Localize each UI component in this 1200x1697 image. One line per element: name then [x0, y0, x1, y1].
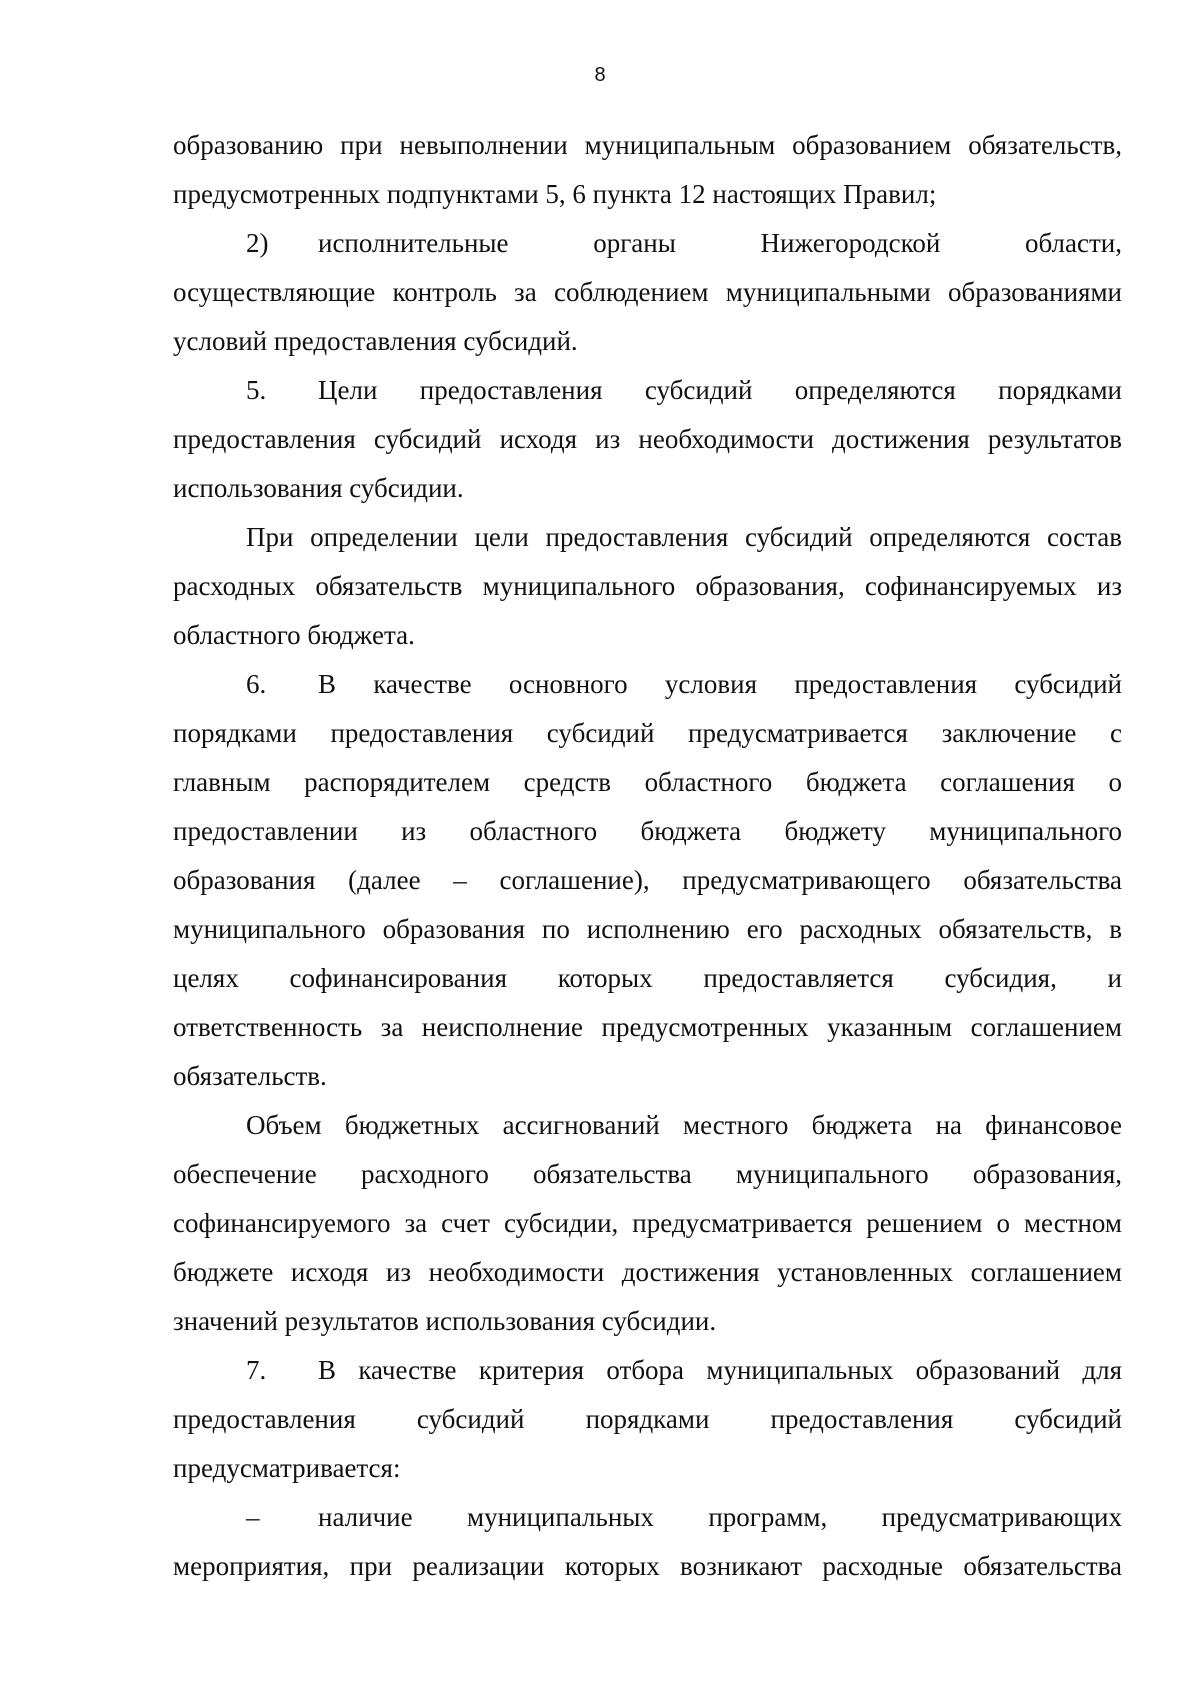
text-line: порядками предоставления субсидий предусматривается заключение с [173, 718, 1122, 748]
page-number: 8 [594, 64, 606, 86]
list-number: 2) [246, 228, 269, 258]
list-number: 6. [246, 669, 267, 699]
text-line: предоставления субсидий исходя из необходимости достижения результатов [173, 424, 1122, 454]
list-number: 5. [246, 375, 267, 405]
text-line: обеспечение расходного обязательства муниципального образования, [173, 1159, 1122, 1189]
text-line: целях софинансирования которых предоставляется субсидия, и [173, 963, 1122, 993]
text-line: значений результатов использования субсидии. [173, 1306, 717, 1336]
text-line: ответственность за неисполнение предусмотренных указанным соглашением [173, 1012, 1122, 1042]
text-line: осуществляющие контроль за соблюдением муниципальными образованиями [173, 277, 1122, 307]
text-line: бюджете исходя из необходимости достижения установленных соглашением [173, 1257, 1122, 1287]
text-line: муниципального образования по исполнению его расходных обязательств, в [173, 914, 1122, 944]
text-line: образования (далее – соглашение), предусматривающего обязательства [173, 865, 1122, 895]
list-dash: – [246, 1502, 260, 1532]
list-number: 7. [246, 1355, 267, 1385]
text-line: образованию при невыполнении муниципальным образованием обязательств, [173, 130, 1122, 160]
text-line: софинансируемого за счет субсидии, предусматривается решением о местном [173, 1208, 1122, 1238]
text-line: областного бюджета. [173, 620, 415, 650]
text-line: предусмотренных подпунктами 5, 6 пункта 12 настоящих Правил; [173, 179, 937, 209]
text-line: Объем бюджетных ассигнований местного бюджета на финансовое [246, 1110, 1122, 1140]
text-line: В качестве критерия отбора муниципальных образований для [318, 1355, 1122, 1385]
text-line: расходных обязательств муниципального образования, софинансируемых из [173, 571, 1122, 601]
text-line: использования субсидии. [173, 473, 464, 503]
text-line: главным распорядителем средств областного бюджета соглашения о [173, 767, 1122, 797]
text-line: При определении цели предоставления субсидий определяются состав [246, 522, 1122, 552]
text-line: В качестве основного условия предоставления субсидий [318, 669, 1122, 699]
text-line: наличие муниципальных программ, предусматривающих [318, 1502, 1122, 1532]
text-line: мероприятия, при реализации которых возникают расходные обязательства [173, 1551, 1122, 1581]
text-line: исполнительные органы Нижегородской области, [318, 228, 1122, 258]
text-line: предоставления субсидий порядками предоставления субсидий [173, 1404, 1122, 1434]
text-line: предусматривается: [173, 1453, 401, 1483]
text-line: условий предоставления субсидий. [173, 326, 578, 356]
text-line: предоставлении из областного бюджета бюджету муниципального [173, 816, 1122, 846]
text-line: Цели предоставления субсидий определяются порядками [318, 375, 1122, 405]
text-line: обязательств. [173, 1061, 327, 1091]
